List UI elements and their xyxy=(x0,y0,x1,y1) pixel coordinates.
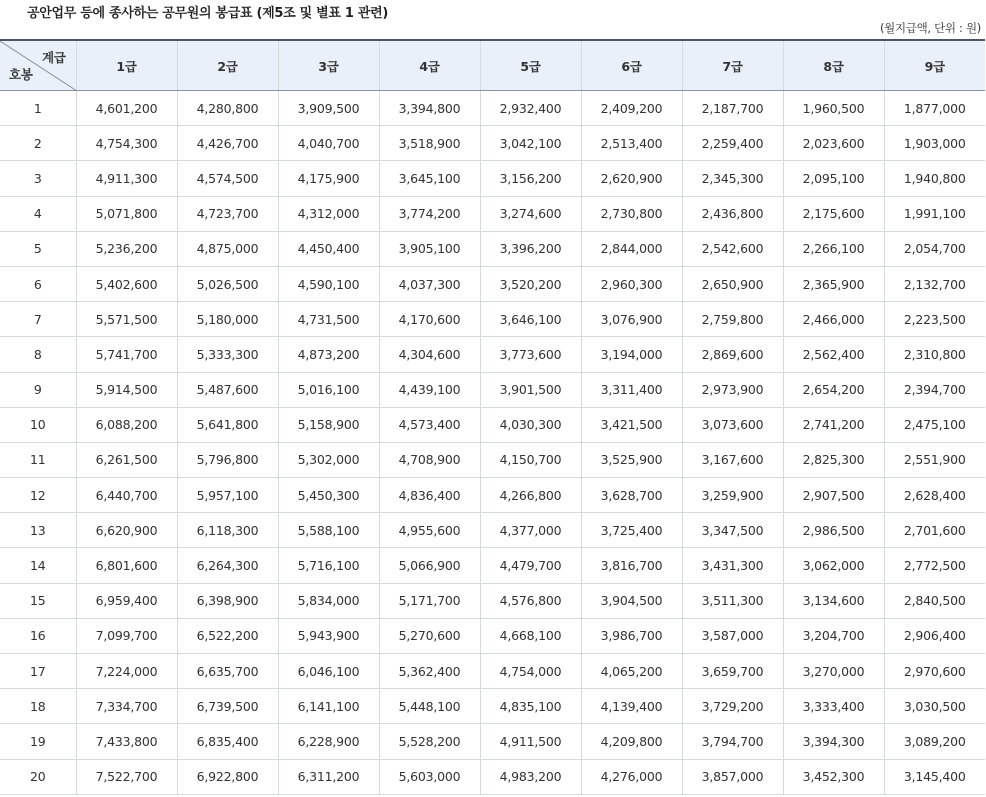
step-cell: 10 xyxy=(0,407,76,442)
salary-cell: 6,739,500 xyxy=(177,689,278,724)
salary-cell: 5,450,300 xyxy=(278,478,379,513)
salary-cell: 5,402,600 xyxy=(76,266,177,301)
salary-cell: 2,513,400 xyxy=(581,126,682,161)
salary-cell: 3,628,700 xyxy=(581,478,682,513)
salary-cell: 2,628,400 xyxy=(884,478,985,513)
salary-cell: 4,708,900 xyxy=(379,442,480,477)
table-row xyxy=(0,266,985,301)
table-row xyxy=(0,689,985,724)
salary-cell: 5,914,500 xyxy=(76,372,177,407)
salary-cell: 4,139,400 xyxy=(581,689,682,724)
salary-cell: 3,030,500 xyxy=(884,689,985,724)
unit-note: (월지급액, 단위 : 원) xyxy=(879,21,981,35)
salary-cell: 5,362,400 xyxy=(379,654,480,689)
salary-cell: 6,635,700 xyxy=(177,654,278,689)
salary-cell: 2,650,900 xyxy=(682,266,783,301)
salary-cell: 5,641,800 xyxy=(177,407,278,442)
salary-cell: 5,171,700 xyxy=(379,583,480,618)
salary-cell: 3,520,200 xyxy=(480,266,581,301)
corner-label-grade: 계급 xyxy=(41,50,66,65)
salary-cell: 6,141,100 xyxy=(278,689,379,724)
step-cell: 17 xyxy=(0,654,76,689)
salary-cell: 6,922,800 xyxy=(177,759,278,794)
salary-cell: 3,909,500 xyxy=(278,91,379,126)
salary-cell: 2,620,900 xyxy=(581,161,682,196)
salary-cell: 4,875,000 xyxy=(177,231,278,266)
salary-cell: 3,394,800 xyxy=(379,91,480,126)
salary-cell: 3,194,000 xyxy=(581,337,682,372)
salary-cell: 2,542,600 xyxy=(682,231,783,266)
table-row xyxy=(0,478,985,513)
salary-cell: 2,932,400 xyxy=(480,91,581,126)
table-row xyxy=(0,196,985,231)
salary-cell: 4,479,700 xyxy=(480,548,581,583)
grade-header: 2급 xyxy=(177,40,278,91)
salary-cell: 2,960,300 xyxy=(581,266,682,301)
salary-cell: 3,431,300 xyxy=(682,548,783,583)
salary-cell: 7,433,800 xyxy=(76,724,177,759)
step-cell: 2 xyxy=(0,126,76,161)
salary-cell: 4,276,000 xyxy=(581,759,682,794)
salary-cell: 2,986,500 xyxy=(783,513,884,548)
salary-cell: 6,311,200 xyxy=(278,759,379,794)
salary-cell: 2,654,200 xyxy=(783,372,884,407)
salary-cell: 1,960,500 xyxy=(783,91,884,126)
table-row xyxy=(0,337,985,372)
table-row xyxy=(0,513,985,548)
salary-cell: 6,264,300 xyxy=(177,548,278,583)
salary-cell: 2,701,600 xyxy=(884,513,985,548)
salary-cell: 3,659,700 xyxy=(682,654,783,689)
salary-cell: 3,270,000 xyxy=(783,654,884,689)
salary-cell: 2,825,300 xyxy=(783,442,884,477)
salary-cell: 4,312,000 xyxy=(278,196,379,231)
step-cell: 18 xyxy=(0,689,76,724)
salary-cell: 3,525,900 xyxy=(581,442,682,477)
salary-cell: 2,869,600 xyxy=(682,337,783,372)
salary-cell: 2,475,100 xyxy=(884,407,985,442)
salary-cell: 3,394,300 xyxy=(783,724,884,759)
salary-cell: 2,095,100 xyxy=(783,161,884,196)
salary-cell: 2,187,700 xyxy=(682,91,783,126)
salary-cell: 3,134,600 xyxy=(783,583,884,618)
salary-cell: 6,440,700 xyxy=(76,478,177,513)
salary-cell: 4,170,600 xyxy=(379,302,480,337)
salary-cell: 6,522,200 xyxy=(177,618,278,653)
salary-cell: 3,905,100 xyxy=(379,231,480,266)
salary-cell: 2,562,400 xyxy=(783,337,884,372)
salary-cell: 6,801,600 xyxy=(76,548,177,583)
table-row xyxy=(0,759,985,794)
grade-header: 4급 xyxy=(379,40,480,91)
salary-cell: 5,487,600 xyxy=(177,372,278,407)
salary-cell: 5,302,000 xyxy=(278,442,379,477)
salary-cell: 4,037,300 xyxy=(379,266,480,301)
salary-cell: 3,587,000 xyxy=(682,618,783,653)
salary-cell: 3,311,400 xyxy=(581,372,682,407)
salary-table-body xyxy=(0,91,985,795)
salary-cell: 5,571,500 xyxy=(76,302,177,337)
salary-cell: 1,940,800 xyxy=(884,161,985,196)
salary-cell: 2,551,900 xyxy=(884,442,985,477)
salary-cell: 3,646,100 xyxy=(480,302,581,337)
salary-cell: 3,857,000 xyxy=(682,759,783,794)
salary-table xyxy=(0,39,985,795)
table-row xyxy=(0,654,985,689)
salary-cell: 4,574,500 xyxy=(177,161,278,196)
step-cell: 5 xyxy=(0,231,76,266)
grade-header: 6급 xyxy=(581,40,682,91)
salary-cell: 2,844,000 xyxy=(581,231,682,266)
step-cell: 8 xyxy=(0,337,76,372)
salary-cell: 4,040,700 xyxy=(278,126,379,161)
header-row xyxy=(0,40,985,91)
salary-cell: 3,076,900 xyxy=(581,302,682,337)
salary-cell: 4,304,600 xyxy=(379,337,480,372)
salary-cell: 5,957,100 xyxy=(177,478,278,513)
salary-cell: 5,528,200 xyxy=(379,724,480,759)
salary-cell: 6,261,500 xyxy=(76,442,177,477)
salary-cell: 7,522,700 xyxy=(76,759,177,794)
salary-cell: 2,365,900 xyxy=(783,266,884,301)
table-row xyxy=(0,161,985,196)
salary-cell: 6,835,400 xyxy=(177,724,278,759)
salary-cell: 4,873,200 xyxy=(278,337,379,372)
salary-cell: 3,901,500 xyxy=(480,372,581,407)
salary-cell: 4,065,200 xyxy=(581,654,682,689)
salary-cell: 4,175,900 xyxy=(278,161,379,196)
step-cell: 1 xyxy=(0,91,76,126)
salary-cell: 5,158,900 xyxy=(278,407,379,442)
salary-cell: 3,725,400 xyxy=(581,513,682,548)
table-row xyxy=(0,302,985,337)
step-cell: 14 xyxy=(0,548,76,583)
salary-cell: 4,576,800 xyxy=(480,583,581,618)
salary-cell: 2,054,700 xyxy=(884,231,985,266)
corner-header-cell xyxy=(0,40,76,91)
salary-cell: 5,943,900 xyxy=(278,618,379,653)
salary-cell: 3,986,700 xyxy=(581,618,682,653)
step-cell: 19 xyxy=(0,724,76,759)
step-cell: 7 xyxy=(0,302,76,337)
table-row xyxy=(0,724,985,759)
salary-cell: 2,394,700 xyxy=(884,372,985,407)
salary-cell: 6,398,900 xyxy=(177,583,278,618)
salary-cell: 5,741,700 xyxy=(76,337,177,372)
step-cell: 16 xyxy=(0,618,76,653)
salary-cell: 6,228,900 xyxy=(278,724,379,759)
salary-table-header xyxy=(0,40,985,91)
salary-cell: 3,347,500 xyxy=(682,513,783,548)
grade-header: 5급 xyxy=(480,40,581,91)
salary-cell: 2,436,800 xyxy=(682,196,783,231)
salary-cell: 6,088,200 xyxy=(76,407,177,442)
salary-cell: 3,645,100 xyxy=(379,161,480,196)
salary-cell: 2,175,600 xyxy=(783,196,884,231)
salary-cell: 4,668,100 xyxy=(480,618,581,653)
salary-cell: 4,280,800 xyxy=(177,91,278,126)
salary-cell: 3,062,000 xyxy=(783,548,884,583)
step-cell: 12 xyxy=(0,478,76,513)
salary-cell: 7,334,700 xyxy=(76,689,177,724)
salary-cell: 2,310,800 xyxy=(884,337,985,372)
salary-cell: 2,023,600 xyxy=(783,126,884,161)
salary-cell: 3,042,100 xyxy=(480,126,581,161)
table-row xyxy=(0,91,985,126)
salary-cell: 1,991,100 xyxy=(884,196,985,231)
table-row xyxy=(0,126,985,161)
salary-cell: 6,620,900 xyxy=(76,513,177,548)
salary-cell: 6,118,300 xyxy=(177,513,278,548)
salary-cell: 5,448,100 xyxy=(379,689,480,724)
table-row xyxy=(0,372,985,407)
step-cell: 3 xyxy=(0,161,76,196)
salary-cell: 3,396,200 xyxy=(480,231,581,266)
salary-cell: 2,772,500 xyxy=(884,548,985,583)
salary-cell: 2,409,200 xyxy=(581,91,682,126)
step-cell: 20 xyxy=(0,759,76,794)
salary-cell: 3,729,200 xyxy=(682,689,783,724)
table-row xyxy=(0,548,985,583)
step-cell: 15 xyxy=(0,583,76,618)
salary-cell: 4,835,100 xyxy=(480,689,581,724)
salary-cell: 3,204,700 xyxy=(783,618,884,653)
salary-cell: 4,209,800 xyxy=(581,724,682,759)
step-cell: 9 xyxy=(0,372,76,407)
salary-cell: 2,223,500 xyxy=(884,302,985,337)
salary-cell: 2,759,800 xyxy=(682,302,783,337)
salary-cell: 3,518,900 xyxy=(379,126,480,161)
corner-label-step: 호봉 xyxy=(9,67,33,82)
salary-cell: 3,511,300 xyxy=(682,583,783,618)
salary-cell: 2,906,400 xyxy=(884,618,985,653)
step-cell: 11 xyxy=(0,442,76,477)
salary-cell: 2,259,400 xyxy=(682,126,783,161)
step-cell: 6 xyxy=(0,266,76,301)
salary-cell: 5,796,800 xyxy=(177,442,278,477)
salary-cell: 4,955,600 xyxy=(379,513,480,548)
grade-header: 1급 xyxy=(76,40,177,91)
salary-cell: 6,959,400 xyxy=(76,583,177,618)
salary-cell: 4,754,000 xyxy=(480,654,581,689)
table-row xyxy=(0,231,985,266)
salary-cell: 6,046,100 xyxy=(278,654,379,689)
salary-cell: 2,907,500 xyxy=(783,478,884,513)
salary-cell: 4,150,700 xyxy=(480,442,581,477)
grade-header: 9급 xyxy=(884,40,985,91)
salary-cell: 4,836,400 xyxy=(379,478,480,513)
salary-cell: 3,167,600 xyxy=(682,442,783,477)
salary-cell: 5,026,500 xyxy=(177,266,278,301)
step-cell: 13 xyxy=(0,513,76,548)
salary-cell: 5,016,100 xyxy=(278,372,379,407)
salary-cell: 5,834,000 xyxy=(278,583,379,618)
salary-cell: 5,716,100 xyxy=(278,548,379,583)
table-row xyxy=(0,618,985,653)
salary-cell: 3,816,700 xyxy=(581,548,682,583)
salary-cell: 7,099,700 xyxy=(76,618,177,653)
salary-cell: 4,754,300 xyxy=(76,126,177,161)
salary-cell: 5,071,800 xyxy=(76,196,177,231)
salary-cell: 4,377,000 xyxy=(480,513,581,548)
grade-header: 7급 xyxy=(682,40,783,91)
table-row xyxy=(0,407,985,442)
salary-cell: 4,439,100 xyxy=(379,372,480,407)
salary-cell: 3,073,600 xyxy=(682,407,783,442)
salary-cell: 5,588,100 xyxy=(278,513,379,548)
table-row xyxy=(0,442,985,477)
salary-cell: 2,266,100 xyxy=(783,231,884,266)
salary-cell: 1,903,000 xyxy=(884,126,985,161)
salary-cell: 2,466,000 xyxy=(783,302,884,337)
salary-cell: 2,345,300 xyxy=(682,161,783,196)
salary-cell: 3,452,300 xyxy=(783,759,884,794)
table-row xyxy=(0,583,985,618)
salary-cell: 4,590,100 xyxy=(278,266,379,301)
salary-cell: 4,911,500 xyxy=(480,724,581,759)
salary-cell: 2,730,800 xyxy=(581,196,682,231)
salary-cell: 2,973,900 xyxy=(682,372,783,407)
salary-cell: 1,877,000 xyxy=(884,91,985,126)
salary-cell: 4,450,400 xyxy=(278,231,379,266)
salary-cell: 4,983,200 xyxy=(480,759,581,794)
salary-cell: 4,030,300 xyxy=(480,407,581,442)
page-title: 공안업무 등에 종사하는 공무원의 봉급표 (제5조 및 별표 1 관련) xyxy=(27,6,388,21)
step-cell: 4 xyxy=(0,196,76,231)
salary-cell: 2,970,600 xyxy=(884,654,985,689)
salary-cell: 2,741,200 xyxy=(783,407,884,442)
salary-cell: 5,236,200 xyxy=(76,231,177,266)
salary-cell: 5,180,000 xyxy=(177,302,278,337)
salary-cell: 5,066,900 xyxy=(379,548,480,583)
grade-header: 8급 xyxy=(783,40,884,91)
grade-header: 3급 xyxy=(278,40,379,91)
salary-cell: 3,904,500 xyxy=(581,583,682,618)
salary-cell: 7,224,000 xyxy=(76,654,177,689)
salary-cell: 4,266,800 xyxy=(480,478,581,513)
salary-cell: 3,274,600 xyxy=(480,196,581,231)
salary-cell: 4,573,400 xyxy=(379,407,480,442)
salary-cell: 3,333,400 xyxy=(783,689,884,724)
salary-cell: 4,731,500 xyxy=(278,302,379,337)
salary-cell: 2,132,700 xyxy=(884,266,985,301)
salary-cell: 2,840,500 xyxy=(884,583,985,618)
salary-cell: 5,333,300 xyxy=(177,337,278,372)
salary-cell: 3,259,900 xyxy=(682,478,783,513)
salary-cell: 5,603,000 xyxy=(379,759,480,794)
salary-cell: 3,089,200 xyxy=(884,724,985,759)
salary-cell: 3,794,700 xyxy=(682,724,783,759)
salary-cell: 4,723,700 xyxy=(177,196,278,231)
salary-cell: 3,145,400 xyxy=(884,759,985,794)
salary-cell: 4,426,700 xyxy=(177,126,278,161)
salary-cell: 3,421,500 xyxy=(581,407,682,442)
salary-cell: 5,270,600 xyxy=(379,618,480,653)
salary-cell: 3,773,600 xyxy=(480,337,581,372)
salary-cell: 4,601,200 xyxy=(76,91,177,126)
salary-cell: 3,774,200 xyxy=(379,196,480,231)
salary-cell: 4,911,300 xyxy=(76,161,177,196)
salary-cell: 3,156,200 xyxy=(480,161,581,196)
